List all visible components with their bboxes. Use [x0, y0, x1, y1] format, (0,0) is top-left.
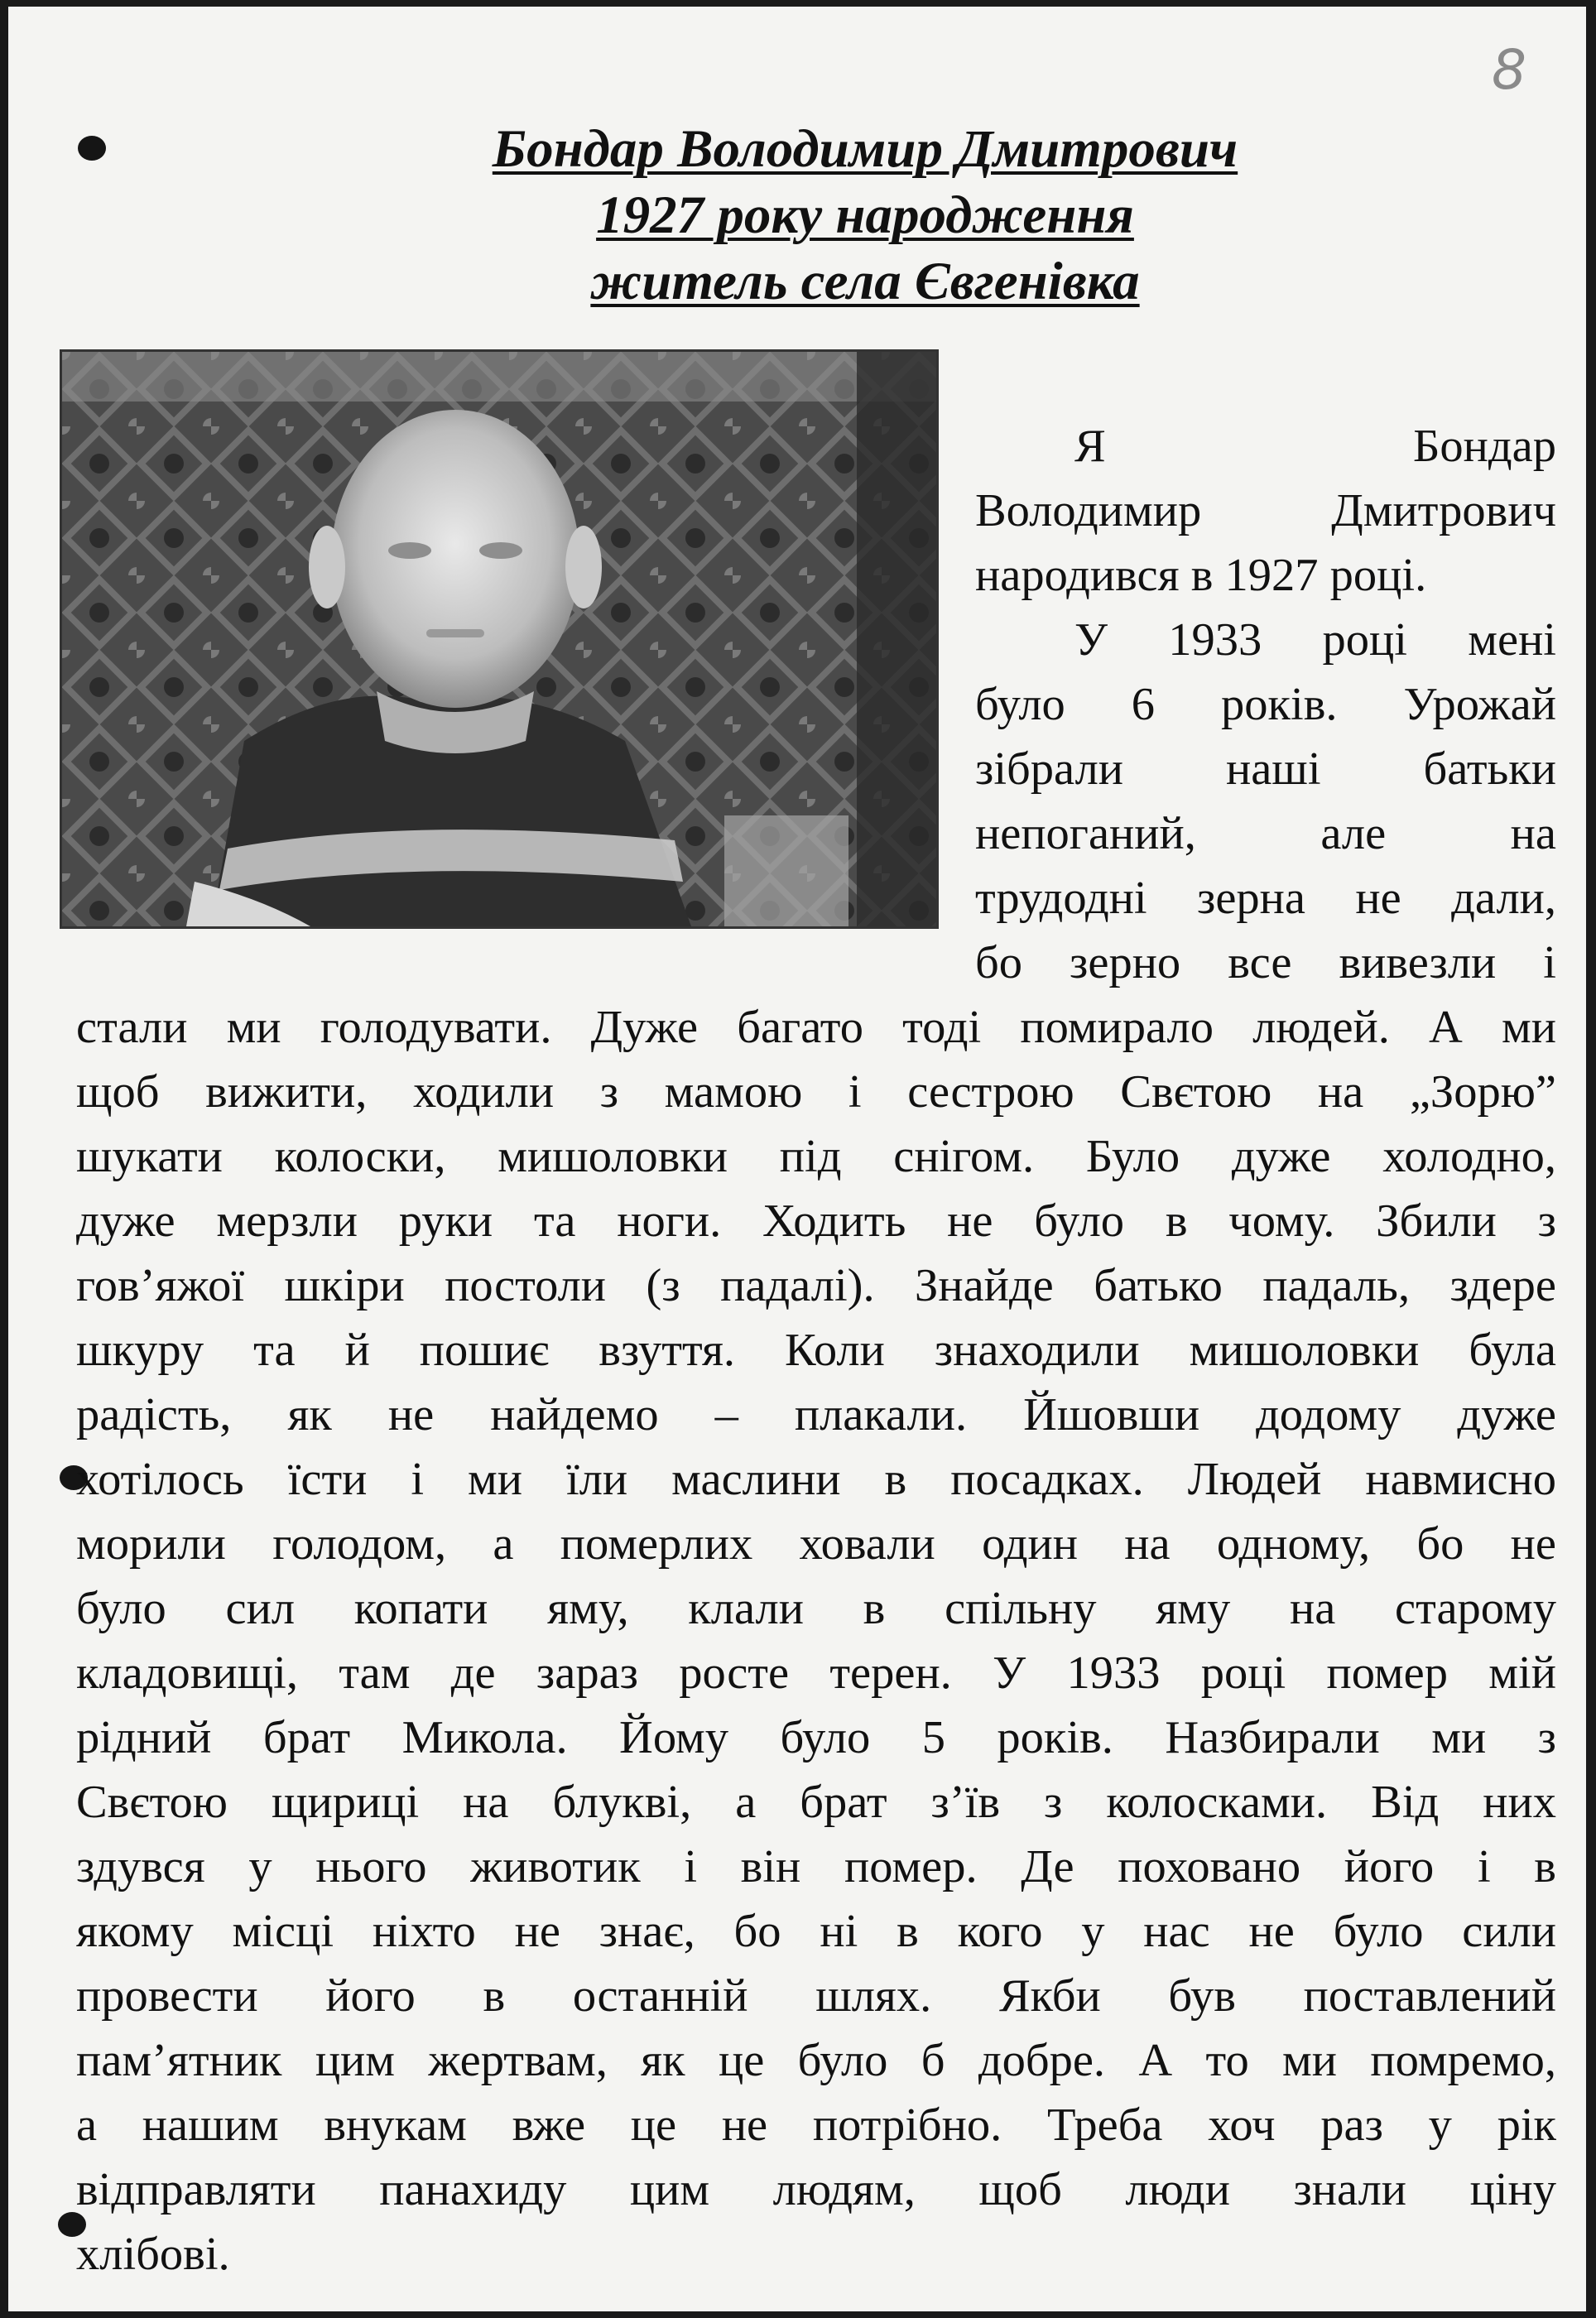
text-line: Свєтою щириці на блукві, а брат з’їв з колосками. Від них [76, 1777, 1556, 1828]
text-line: хлібові. [76, 2229, 230, 2280]
text-line: хотілось їсти і ми їли маслини в посадках. Людей навмисно [76, 1454, 1556, 1505]
text-line: шкуру та й пошиє взуття. Коли знаходили мишоловки була [76, 1325, 1556, 1376]
text-line: пам’ятник цим жертвам, як це було б добре. А то ми помремо, [76, 2035, 1556, 2086]
text-line: У 1933 році мені [1074, 614, 1556, 666]
text-line: дуже мерзли руки та ноги. Ходить не було в чому. Збили з [76, 1195, 1556, 1247]
text-line: стали ми голодувати. Дуже багато тоді помирало людей. А ми [76, 1002, 1556, 1053]
text-line: щоб вижити, ходили з мамою і сестрою Свєтою на „Зорю” [76, 1066, 1556, 1118]
text-line: відправляти панахиду цим людям, щоб люди знали ціну [76, 2164, 1556, 2215]
text-line: а нашим внукам вже це не потрібно. Треба хоч раз у рік [76, 2099, 1556, 2151]
page-number: 8 [1492, 38, 1526, 102]
text-line: було сил копати яму, клали в спільну яму на старому [76, 1583, 1556, 1634]
title-birth-year: 1927 року народження [596, 185, 1134, 245]
testimony-text [76, 414, 1556, 2287]
text-line: зібрали наші батьки [975, 743, 1556, 795]
text-line: було 6 років. Урожай [975, 679, 1556, 730]
text-line: народився в 1927 році. [975, 550, 1427, 601]
text-line: Я Бондар [1074, 421, 1556, 472]
text-line: шукати колоски, мишоловки під снігом. Було дуже холодно, [76, 1131, 1556, 1182]
text-line: якому місці ніхто не знає, бо ні в кого у нас не було сили [76, 1906, 1556, 1957]
text-line: Володимир Дмитрович [975, 485, 1556, 536]
text-line: гов’яжої шкіри постоли (з падалі). Знайде батько падаль, здере [76, 1260, 1556, 1311]
text-line: непоганий, але на [975, 808, 1556, 859]
page-title [8, 116, 1586, 315]
text-line: трудодні зерна не дали, [975, 873, 1556, 924]
text-line: рідний брат Микола. Йому було 5 років. Назбирали ми з [76, 1712, 1556, 1763]
text-line: бо зерно все вивезли і [975, 937, 1556, 988]
title-name: Бондар Володимир Дмитрович [492, 119, 1238, 179]
text-line: кладовищі, там де зараз росте терен. У 1933 році помер мій [76, 1647, 1556, 1699]
text-line: здувся у нього животик і він помер. Де поховано його і в [76, 1841, 1556, 1892]
text-line: радість, як не найдемо – плакали. Йшовши додому дуже [76, 1389, 1556, 1440]
title-village: житель села Євгенівка [590, 252, 1140, 311]
text-line: провести його в останній шлях. Якби був поставлений [76, 1970, 1556, 2022]
document-page [8, 7, 1586, 2311]
text-line: морили голодом, а померлих ховали один на одному, бо не [76, 1518, 1556, 1570]
